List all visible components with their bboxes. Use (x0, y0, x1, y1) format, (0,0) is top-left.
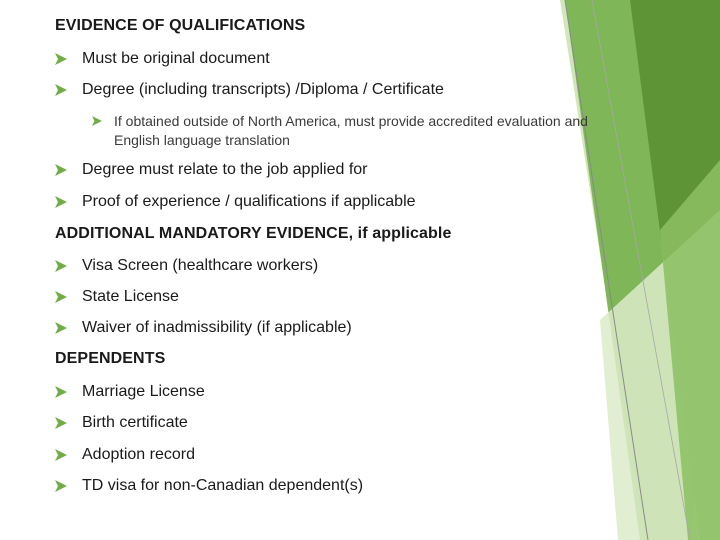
list-item-label: Marriage License (82, 383, 205, 400)
list-item (55, 288, 179, 306)
list-item (55, 193, 416, 211)
arrow-triangle-icon (55, 291, 67, 303)
arrow-triangle-icon (55, 196, 67, 208)
arrow-triangle-icon (92, 116, 102, 126)
arrow-triangle-icon (55, 84, 67, 96)
list-item-label: Visa Screen (healthcare workers) (82, 257, 319, 274)
arrow-triangle-icon (55, 53, 67, 65)
list-item (55, 414, 188, 432)
sub-list-item (92, 112, 592, 150)
list-item-label: TD visa for non-Canadian dependent(s) (82, 477, 364, 494)
arrow-triangle-icon (55, 386, 67, 398)
list-item-label: Degree must relate to the job applied for (82, 161, 368, 178)
list-item (55, 319, 352, 337)
heading-qualifications: EVIDENCE OF QUALIFICATIONS (55, 17, 306, 34)
list-item-label: Degree (including transcripts) /Diploma / Certificate (82, 81, 444, 98)
list-item (55, 383, 205, 401)
arrow-triangle-icon (55, 480, 67, 492)
heading-dependents: DEPENDENTS (55, 350, 166, 367)
arrow-triangle-icon (55, 322, 67, 334)
list-item-label: Waiver of inadmissibility (if applicable) (82, 319, 352, 336)
list-item (55, 446, 195, 464)
arrow-triangle-icon (55, 449, 67, 461)
arrow-triangle-icon (55, 164, 67, 176)
heading-additional-evidence: ADDITIONAL MANDATORY EVIDENCE, if applicable (55, 225, 452, 242)
list-item (55, 161, 368, 179)
list-item (55, 50, 270, 68)
list-item-label: Must be original document (82, 50, 270, 67)
list-item-label: Proof of experience / qualifications if applicable (82, 193, 416, 210)
list-item (55, 257, 318, 275)
list-item (55, 477, 363, 495)
arrow-triangle-icon (55, 260, 67, 272)
list-item-label: State License (82, 288, 179, 305)
sub-list-item-label: If obtained outside of North America, must provide accredited evaluation and English language translation (114, 113, 588, 148)
arrow-triangle-icon (55, 417, 67, 429)
list-item-label: Birth certificate (82, 414, 188, 431)
list-item-label: Adoption record (82, 446, 195, 463)
list-item (55, 81, 444, 99)
